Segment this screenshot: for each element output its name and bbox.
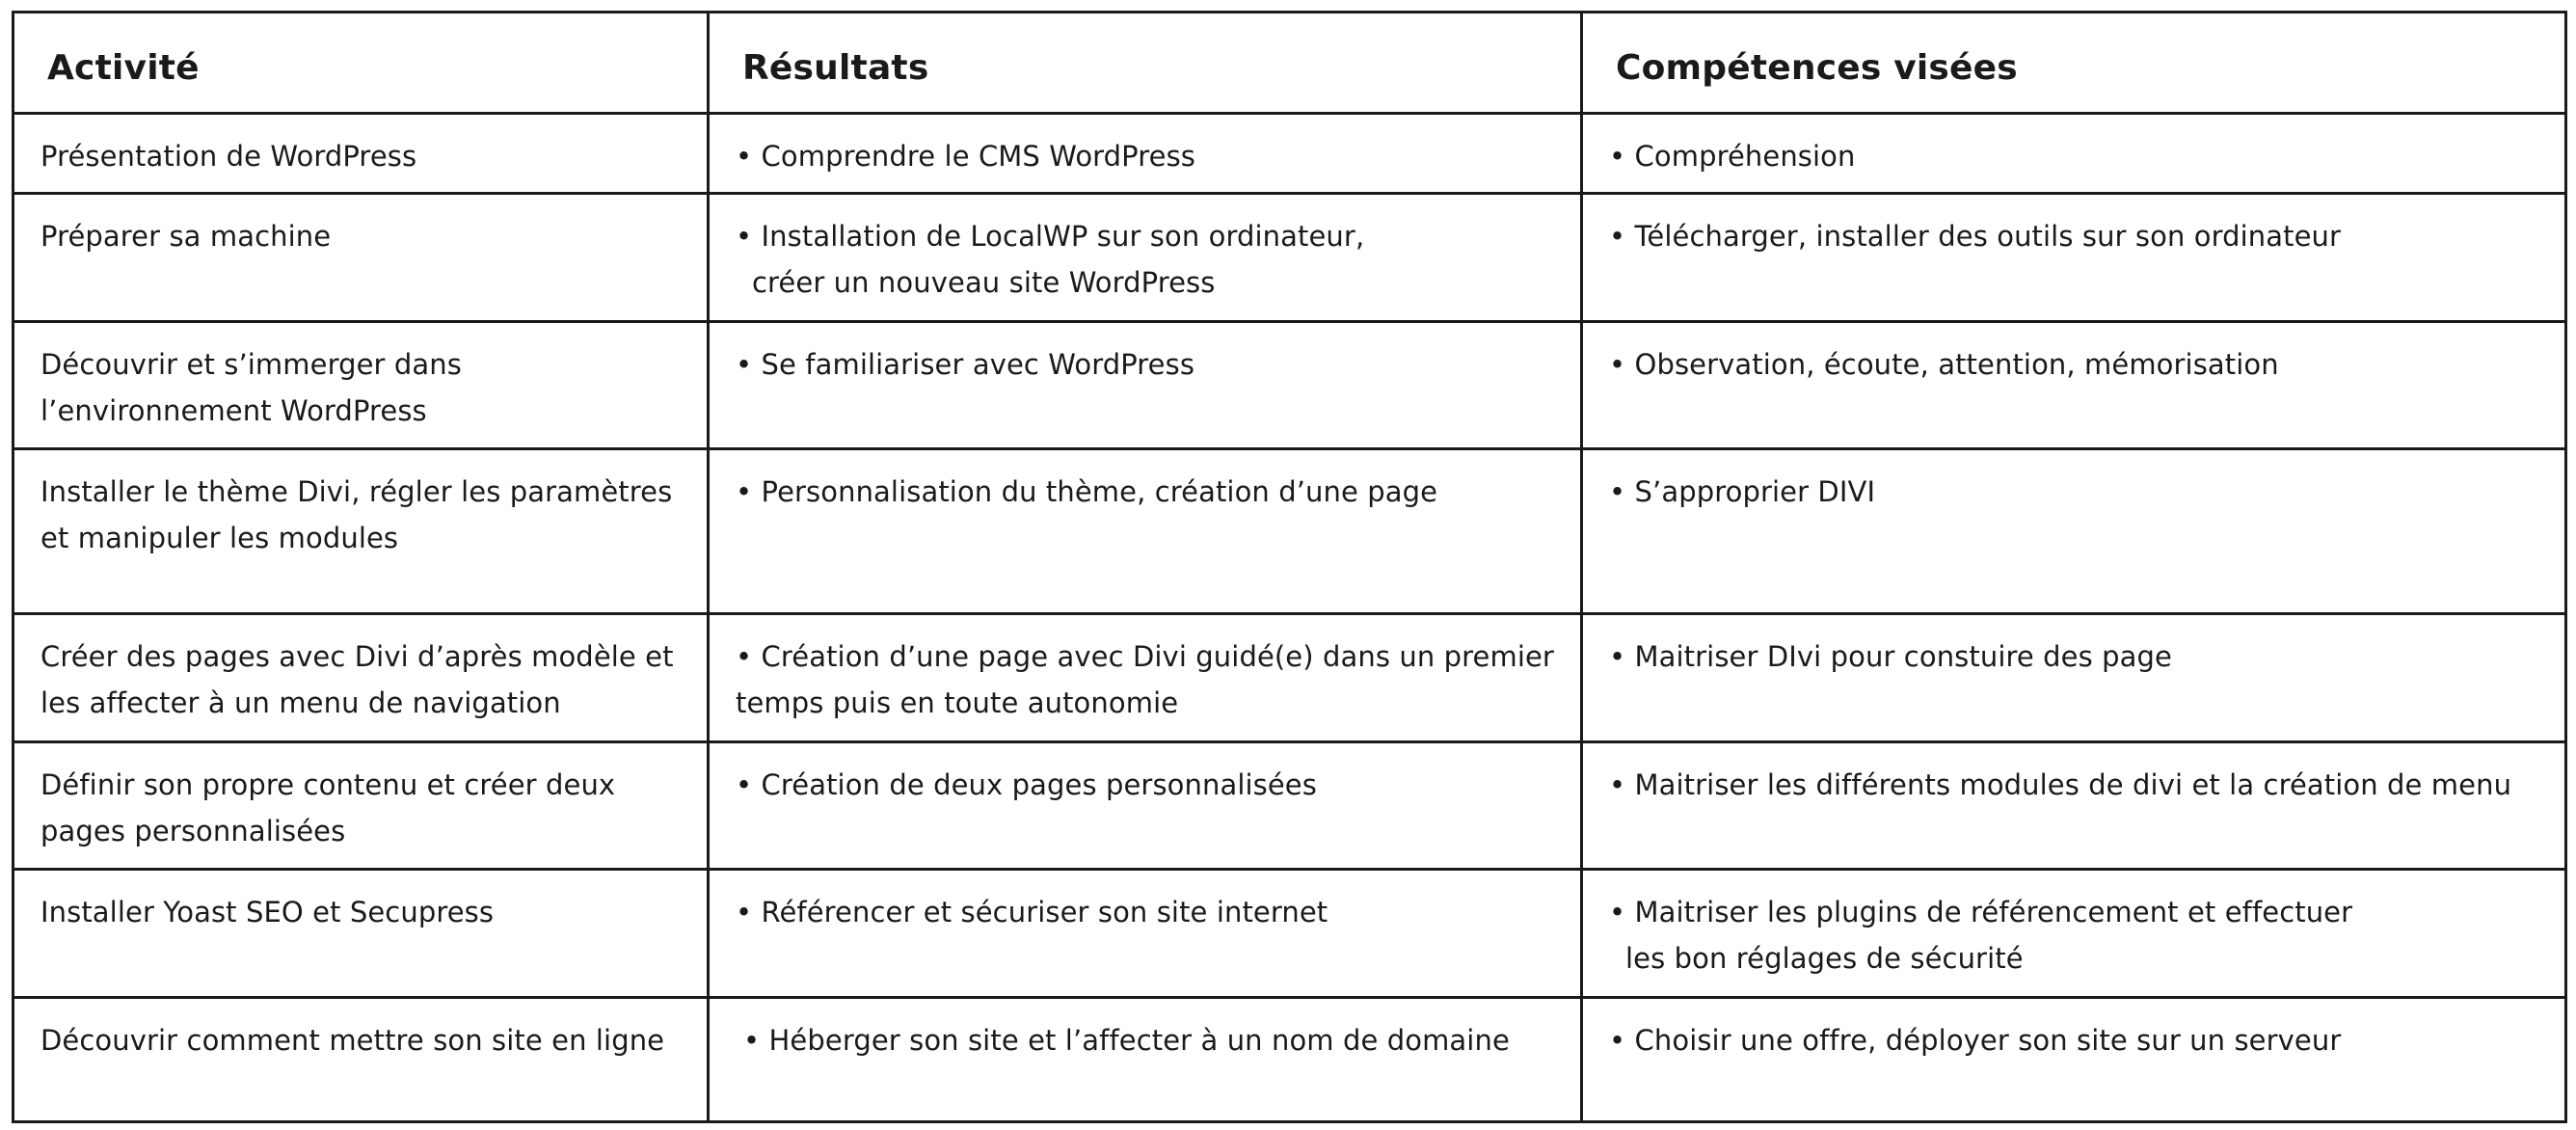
activity-text: et manipuler les modules	[40, 522, 399, 554]
skills-text: • Maitriser les plugins de référencement et effectuer	[1609, 896, 2353, 928]
results-cell	[709, 449, 1582, 614]
skills-cell	[1582, 322, 2566, 449]
header-activity: Activité	[13, 13, 709, 114]
results-text: • Création d’une page avec Divi guidé(e) dans un premier	[736, 640, 1554, 673]
activity-text: Créer des pages avec Divi d’après modèle et	[40, 640, 674, 673]
results-text: • Installation de LocalWP sur son ordinateur,	[736, 220, 1365, 253]
activity-text: l’environnement WordPress	[40, 394, 427, 427]
skills-text: • S’approprier DIVI	[1609, 475, 1876, 508]
results-cell	[709, 742, 1582, 870]
skills-text: • Maitriser les différents modules de divi et la création de menu	[1609, 768, 2512, 801]
activity-text: pages personnalisées	[40, 815, 346, 848]
skills-cell	[1582, 114, 2566, 194]
skills-cell	[1582, 742, 2566, 870]
skills-cell	[1582, 614, 2566, 742]
results-cell	[709, 614, 1582, 742]
results-text: • Héberger son site et l’affecter à un nom de domaine	[743, 1024, 1510, 1057]
skills-text: • Télécharger, installer des outils sur son ordinateur	[1609, 220, 2342, 253]
results-cell	[709, 194, 1582, 322]
results-text: • Se familiariser avec WordPress	[736, 348, 1195, 381]
activity-cell	[13, 998, 709, 1122]
results-cell	[709, 114, 1582, 194]
skills-text: • Compréhension	[1609, 140, 1856, 173]
activity-text: Présentation de WordPress	[40, 140, 417, 173]
activity-text: Installer le thème Divi, régler les paramètres	[40, 475, 673, 508]
skills-cell	[1582, 998, 2566, 1122]
skills-text: • Choisir une offre, déployer son site sur un serveur	[1609, 1024, 2342, 1057]
skills-text: les bon réglages de sécurité	[1625, 942, 2024, 975]
skills-cell	[1582, 870, 2566, 998]
results-text: • Personnalisation du thème, création d’une page	[736, 475, 1438, 508]
header-results: Résultats	[709, 13, 1582, 114]
header-skills: Compétences visées	[1582, 13, 2566, 114]
skills-cell	[1582, 194, 2566, 322]
table-row	[13, 114, 2566, 194]
results-cell	[709, 998, 1582, 1122]
table-row	[13, 194, 2566, 322]
results-cell	[709, 870, 1582, 998]
skills-text: • Observation, écoute, attention, mémorisation	[1609, 348, 2279, 381]
results-cell	[709, 322, 1582, 449]
activity-cell	[13, 194, 709, 322]
results-text: créer un nouveau site WordPress	[752, 266, 1216, 299]
table-header-row	[13, 13, 2566, 114]
activity-cell	[13, 870, 709, 998]
activity-text: Préparer sa machine	[40, 220, 332, 253]
results-text: • Comprendre le CMS WordPress	[736, 140, 1196, 173]
activity-text: Définir son propre contenu et créer deux	[40, 768, 616, 801]
table-row	[13, 322, 2566, 449]
activity-cell	[13, 449, 709, 614]
table-row	[13, 998, 2566, 1122]
activity-cell	[13, 322, 709, 449]
activity-text: Découvrir et s’immerger dans	[40, 348, 462, 381]
activity-text: Installer Yoast SEO et Secupress	[40, 896, 495, 928]
results-text: temps puis en toute autonomie	[736, 686, 1179, 719]
results-text: • Référencer et sécuriser son site internet	[736, 896, 1328, 928]
results-text: • Création de deux pages personnalisées	[736, 768, 1317, 801]
training-program-table	[12, 11, 2567, 1123]
activity-cell	[13, 614, 709, 742]
table-row	[13, 742, 2566, 870]
table-row	[13, 614, 2566, 742]
activity-text: les affecter à un menu de navigation	[40, 686, 561, 719]
skills-cell	[1582, 449, 2566, 614]
table-row	[13, 870, 2566, 998]
activity-cell	[13, 114, 709, 194]
activity-cell	[13, 742, 709, 870]
skills-text: • Maitriser DIvi pour constuire des page	[1609, 640, 2172, 673]
table-row	[13, 449, 2566, 614]
activity-text: Découvrir comment mettre son site en ligne	[40, 1024, 665, 1057]
